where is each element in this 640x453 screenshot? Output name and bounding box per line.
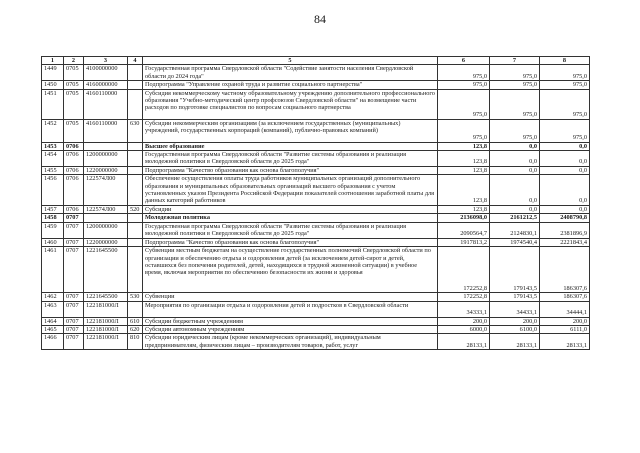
section-code-cell: 0707	[64, 301, 84, 317]
amount-year3-cell: 186307,6	[540, 293, 590, 301]
section-code-cell: 0707	[64, 317, 84, 325]
amount-year3-cell: 2381896,9	[540, 222, 590, 238]
description-cell: Молодежная политика	[143, 214, 438, 222]
amount-year1-cell: 28133,1	[438, 334, 490, 350]
column-header: 1	[42, 57, 64, 65]
table-row	[42, 214, 590, 222]
amount-year3-cell: 0,0	[540, 166, 590, 174]
amount-year1-cell: 6000,0	[438, 325, 490, 333]
table-body	[42, 57, 590, 350]
section-code-cell: 0707	[64, 247, 84, 293]
table-row	[42, 317, 590, 325]
amount-year1-cell: 34333,1	[438, 301, 490, 317]
section-code-cell: 0707	[64, 222, 84, 238]
table-row	[42, 142, 590, 150]
expense-type-cell: 620	[128, 325, 143, 333]
row-number-cell: 1451	[42, 89, 64, 119]
amount-year2-cell: 34433,1	[490, 301, 540, 317]
expense-type-cell: 630	[128, 119, 143, 142]
amount-year3-cell: 34444,1	[540, 301, 590, 317]
amount-year1-cell: 123,8	[438, 175, 490, 206]
amount-year3-cell: 186307,6	[540, 247, 590, 293]
amount-year1-cell: 172252,8	[438, 247, 490, 293]
section-code-cell: 0707	[64, 214, 84, 222]
table-row	[42, 151, 590, 167]
amount-year2-cell: 1974540,4	[490, 238, 540, 246]
description-cell: Субсидии	[143, 205, 438, 213]
description-cell: Подпрограмма "Качество образования как основа благополучия"	[143, 238, 438, 246]
target-article-cell: 122181000Л	[84, 334, 128, 350]
column-header: 8	[540, 57, 590, 65]
target-article-cell: 1220000000	[84, 238, 128, 246]
table-row	[42, 293, 590, 301]
target-article-cell	[84, 142, 128, 150]
target-article-cell: 122574Л00	[84, 175, 128, 206]
target-article-cell: 1200000000	[84, 151, 128, 167]
table-row	[42, 247, 590, 293]
row-number-cell: 1464	[42, 317, 64, 325]
section-code-cell: 0707	[64, 293, 84, 301]
row-number-cell: 1449	[42, 65, 64, 81]
expense-type-cell	[128, 175, 143, 206]
target-article-cell: 122181000Л	[84, 325, 128, 333]
amount-year3-cell: 0,0	[540, 142, 590, 150]
expense-type-cell: 530	[128, 293, 143, 301]
row-number-cell: 1457	[42, 205, 64, 213]
row-number-cell: 1460	[42, 238, 64, 246]
amount-year3-cell: 975,0	[540, 119, 590, 142]
target-article-cell: 4160110000	[84, 119, 128, 142]
description-cell: Государственная программа Свердловской области "Развитие системы образования и реализация молодежной политики в Свердловской области до 2025 года"	[143, 151, 438, 167]
section-code-cell: 0707	[64, 325, 84, 333]
amount-year3-cell: 2221843,4	[540, 238, 590, 246]
target-article-cell: 122181000Л	[84, 317, 128, 325]
table-row	[42, 301, 590, 317]
target-article-cell: 1200000000	[84, 222, 128, 238]
amount-year3-cell: 200,0	[540, 317, 590, 325]
column-header: 7	[490, 57, 540, 65]
amount-year1-cell: 200,0	[438, 317, 490, 325]
table-row	[42, 334, 590, 350]
section-code-cell: 0707	[64, 238, 84, 246]
section-code-cell: 0705	[64, 119, 84, 142]
target-article-cell	[84, 214, 128, 222]
table-row	[42, 166, 590, 174]
page-number: 84	[314, 12, 326, 26]
amount-year2-cell: 0,0	[490, 166, 540, 174]
amount-year2-cell: 975,0	[490, 65, 540, 81]
column-header: 5	[143, 57, 438, 65]
target-article-cell: 4100000000	[84, 65, 128, 81]
section-code-cell: 0706	[64, 142, 84, 150]
section-code-cell: 0705	[64, 81, 84, 89]
description-cell: Субсидии бюджетным учреждениям	[143, 317, 438, 325]
description-cell: Мероприятия по организации отдыха и оздоровления детей и подростков в Свердловской области	[143, 301, 438, 317]
amount-year1-cell: 172252,8	[438, 293, 490, 301]
row-number-cell: 1450	[42, 81, 64, 89]
amount-year3-cell: 28133,1	[540, 334, 590, 350]
expense-type-cell	[128, 247, 143, 293]
table-row	[42, 222, 590, 238]
row-number-cell: 1453	[42, 142, 64, 150]
amount-year3-cell: 975,0	[540, 81, 590, 89]
description-cell: Субсидии юридическим лицам (кроме некоммерческих организаций), индивидуальным предпринимателям, физическим лицам – производителям товаров, работ, услуг	[143, 334, 438, 350]
description-cell: Обеспечение осуществления оплаты труда работников муниципальных организаций дополнительного образования и муниципальных образовательных организаций высшего образования с учетом установленных указом Президента Российской Федерации показателей соотношения заработной платы для данных категорий работников	[143, 175, 438, 206]
description-cell: Субвенции	[143, 293, 438, 301]
row-number-cell: 1456	[42, 175, 64, 206]
expense-type-cell	[128, 238, 143, 246]
table-row	[42, 175, 590, 206]
row-number-cell: 1458	[42, 214, 64, 222]
amount-year2-cell: 2161212,5	[490, 214, 540, 222]
amount-year2-cell: 0,0	[490, 151, 540, 167]
target-article-cell: 1220000000	[84, 166, 128, 174]
amount-year3-cell: 0,0	[540, 151, 590, 167]
amount-year1-cell: 2136098,0	[438, 214, 490, 222]
description-cell: Субвенции местным бюджетам на осуществление государственных полномочий Свердловской области по организации и обеспечению отдыха и оздоровления детей (за исключением детей-сирот и детей, оставшихся без попечения родителей, детей, находящихся в трудной жизненной ситуации) в учебное время, включая мероприятия по обеспечению безопасности их жизни и здоровья	[143, 247, 438, 293]
expense-type-cell	[128, 214, 143, 222]
description-cell: Субсидия некоммерческому частному образовательному учреждению дополнительного профессионального образования "Учебно-методический центр профсоюзов Свердловской области" на возмещение части расходов по подготовке специалистов по вопросам социального партнерства	[143, 89, 438, 119]
amount-year2-cell: 0,0	[490, 142, 540, 150]
section-code-cell: 0706	[64, 151, 84, 167]
expense-type-cell	[128, 142, 143, 150]
amount-year3-cell: 0,0	[540, 205, 590, 213]
table-header-row	[42, 57, 590, 65]
amount-year2-cell: 975,0	[490, 81, 540, 89]
amount-year1-cell: 123,8	[438, 166, 490, 174]
amount-year2-cell: 28133,1	[490, 334, 540, 350]
row-number-cell: 1452	[42, 119, 64, 142]
expense-type-cell: 610	[128, 317, 143, 325]
description-cell: Государственная программа Свердловской области "Содействие занятости населения Свердловской области до 2024 года"	[143, 65, 438, 81]
budget-table	[41, 56, 590, 350]
description-cell: Государственная программа Свердловской области "Развитие системы образования и реализация молодежной политики в Свердловской области до 2025 года"	[143, 222, 438, 238]
amount-year1-cell: 975,0	[438, 81, 490, 89]
amount-year2-cell: 179143,5	[490, 247, 540, 293]
description-cell: Субсидии автономным учреждениям	[143, 325, 438, 333]
expense-type-cell	[128, 89, 143, 119]
target-article-cell: 122181000Л	[84, 301, 128, 317]
expense-type-cell	[128, 65, 143, 81]
table-row	[42, 81, 590, 89]
target-article-cell: 1221645500	[84, 293, 128, 301]
table-row	[42, 119, 590, 142]
table-row	[42, 65, 590, 81]
amount-year2-cell: 179143,5	[490, 293, 540, 301]
amount-year1-cell: 2090564,7	[438, 222, 490, 238]
section-code-cell: 0706	[64, 175, 84, 206]
amount-year3-cell: 2408790,8	[540, 214, 590, 222]
amount-year3-cell: 0,0	[540, 175, 590, 206]
section-code-cell: 0707	[64, 334, 84, 350]
description-cell: Подпрограмма "Управление охраной труда и развитие социального партнерства"	[143, 81, 438, 89]
amount-year1-cell: 1917813,2	[438, 238, 490, 246]
expense-type-cell	[128, 166, 143, 174]
row-number-cell: 1455	[42, 166, 64, 174]
row-number-cell: 1465	[42, 325, 64, 333]
expense-type-cell	[128, 151, 143, 167]
section-code-cell: 0706	[64, 166, 84, 174]
row-number-cell: 1454	[42, 151, 64, 167]
description-cell: Высшее образование	[143, 142, 438, 150]
section-code-cell: 0705	[64, 89, 84, 119]
amount-year1-cell: 123,8	[438, 205, 490, 213]
amount-year2-cell: 6100,0	[490, 325, 540, 333]
column-header: 3	[84, 57, 128, 65]
expense-type-cell	[128, 222, 143, 238]
table-row	[42, 325, 590, 333]
target-article-cell: 1221645500	[84, 247, 128, 293]
expense-type-cell	[128, 81, 143, 89]
description-cell: Подпрограмма "Качество образования как основа благополучия"	[143, 166, 438, 174]
amount-year2-cell: 0,0	[490, 175, 540, 206]
table-row	[42, 89, 590, 119]
target-article-cell: 4160110000	[84, 89, 128, 119]
row-number-cell: 1462	[42, 293, 64, 301]
target-article-cell: 4160000000	[84, 81, 128, 89]
section-code-cell: 0706	[64, 205, 84, 213]
amount-year2-cell: 0,0	[490, 205, 540, 213]
row-number-cell: 1466	[42, 334, 64, 350]
amount-year2-cell: 2124830,1	[490, 222, 540, 238]
amount-year2-cell: 975,0	[490, 119, 540, 142]
row-number-cell: 1463	[42, 301, 64, 317]
amount-year3-cell: 975,0	[540, 65, 590, 81]
expense-type-cell: 810	[128, 334, 143, 350]
expense-type-cell: 520	[128, 205, 143, 213]
description-cell: Субсидии некоммерческим организациям (за исключением государственных (муниципальных) учреждений, государственных корпораций (компаний), публично-правовых компаний)	[143, 119, 438, 142]
table-row	[42, 205, 590, 213]
amount-year3-cell: 975,0	[540, 89, 590, 119]
amount-year1-cell: 975,0	[438, 65, 490, 81]
amount-year3-cell: 6111,0	[540, 325, 590, 333]
amount-year2-cell: 200,0	[490, 317, 540, 325]
amount-year1-cell: 123,8	[438, 151, 490, 167]
column-header: 2	[64, 57, 84, 65]
table-row	[42, 238, 590, 246]
amount-year1-cell: 975,0	[438, 119, 490, 142]
row-number-cell: 1459	[42, 222, 64, 238]
section-code-cell: 0705	[64, 65, 84, 81]
row-number-cell: 1461	[42, 247, 64, 293]
column-header: 4	[128, 57, 143, 65]
column-header: 6	[438, 57, 490, 65]
expense-type-cell	[128, 301, 143, 317]
amount-year1-cell: 123,8	[438, 142, 490, 150]
amount-year2-cell: 975,0	[490, 89, 540, 119]
amount-year1-cell: 975,0	[438, 89, 490, 119]
target-article-cell: 122574Л00	[84, 205, 128, 213]
